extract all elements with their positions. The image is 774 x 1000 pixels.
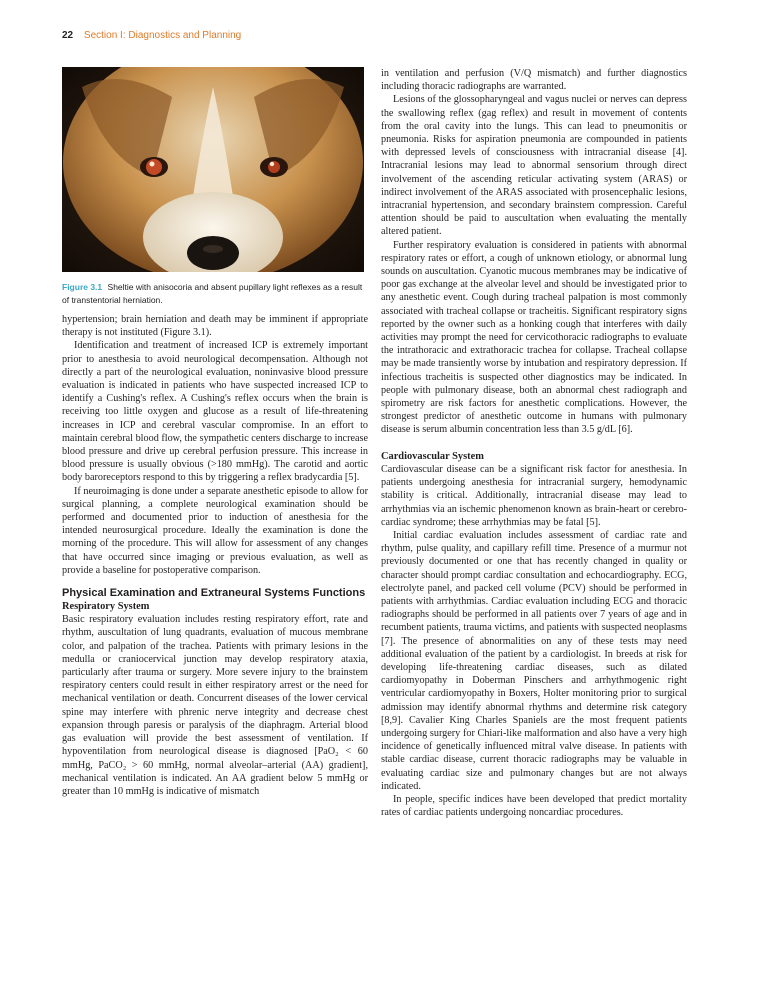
subsection-heading: Cardiovascular System <box>381 450 484 462</box>
paragraph: in ventilation and perfusion (V/Q mismatch) and further diagnostics including thoracic radiographs are warranted. <box>381 68 687 93</box>
paragraph: If neuroimaging is done under a separate anesthetic episode to allow for surgical planning, a complete neurological examination should be performed and documented prior to induction of anesthesia for the intended neurosurgical procedure. Ideally the examination is done the morning of the procedure. This will allow for assessment of any changes that have occurred since imaging or previous evaluation, as well as provide a baseline for postoperative comparison. <box>62 485 368 576</box>
paragraph: Identification and treatment of increased ICP is extremely important prior to anesthesia to avoid neurological decompensation. Although not directly a part of the neurological evaluation, noninvasive blood pressure evaluation is indicated in patients who have suspected increased ICP to identify a Cushing's reflex. A Cushing's reflex occurs when the brain is receiving too little oxygen and glucose as a result of life-threatening increases in ICP and cerebral vascular compromise. In an effort to maintain cerebral blood flow, the sympathetic centers discharge to increase blood pressure and drive up cerebral perfusion pressure. This increase in blood pressure is usually obvious (>180 mmHg). The carotid and aortic body baroreceptors respond to this by triggering a reflex bradycardia [5]. <box>62 340 368 484</box>
paragraph: In people, specific indices have been developed that predict mortality rates of cardiac patients undergoing noncardiac procedures. <box>381 793 687 819</box>
section-title: Section I: Diagnostics and Planning <box>83 30 242 41</box>
left-column <box>62 313 368 798</box>
right-eye <box>260 157 288 177</box>
figure-caption-text: Sheltie with anisocoria and absent pupillary light reflexes as a result of transtentorial herniation. <box>62 282 363 305</box>
paragraph: hypertension; brain herniation and death may be imminent if appropriate therapy is not instituted (Figure 3.1). <box>62 314 368 339</box>
figure-label: Figure 3.1 <box>62 282 103 292</box>
figure-photo-sheltie <box>62 67 364 272</box>
paragraph: Initial cardiac evaluation includes assessment of cardiac rate and rhythm, pulse quality, and capillary refill time. Presence of a murmur not previously documented or one that has recently changed in quality or character should prompt cardiac consultation and echocardiography. ECG, electrolyte panel, and packed cell volume (PCV) should be performed in patients with arrhythmias. Cardiac evaluation including ECG and thoracic radiographs should be performed in all patients over 7 years of age and in recumbent patients, trauma victims, and patients with suspected neoplasms [7]. The presence of abnormalities on any of these tests may need additional evaluation of the patient by a cardiologist. In breeds at risk for developing life-threatening cardiac diseases, such as dilated cardiomyopathy in Doberman Pinschers and arrhythmogenic right ventricular cardiomyopathy in Boxers, Holter monitoring prior to surgical admission may identify abnormal rhythms and determine risk category [8,9]. Cavalier King Charles Spaniels are the most frequent patients undergoing surgery for Chiari-like malformation and also have a very high incidence of genetically influenced mitral valve disease. In patients with stable cardiac disease, current thoracic radiographs may be valuable in evaluating cardiac size and pulmonary changes but are not always indicated. <box>381 529 687 792</box>
subsection-heading: Respiratory System <box>62 601 150 613</box>
figure-caption <box>62 281 367 306</box>
paragraph: Further respiratory evaluation is considered in patients with abnormal respiratory rates or effort, a cough of unknown etiology, or abnormal lung sounds on auscultation. Cyanotic mucous membranes may be indicative of poor gas exchange at the alveolar level and should be investigated prior to any anesthetic event. Cough during tracheal palpation is most commonly associated with tracheal collapse or tracheitis. Significant respiratory signs reported by the owner such as a honking cough that interferes with daily activities may prompt the need for cervicothoracic radiographs to evaluate the intrathoracic and extrathoracic trachea for collapse. Tracheal collapse may be made transiently worse by intubation and respiratory depression. If infectious tracheitis is suspected other diagnostics may be indicated. In people with pulmonary disease, both an abnormal chest radiograph and spirometry are risk factors for anesthetic complications. However, the strongest predictor of anesthetic outcome in humans with pulmonary disease is serum albumin concentration less than 3.5 g/dL [6]. <box>381 239 687 436</box>
page-number: 22 <box>62 30 74 41</box>
paragraph: Basic respiratory evaluation includes resting respiratory effort, rate and rhythm, auscultation of lung quadrants, evaluation of mucous membrane color, and palpation of the trachea. Patients with primary lesions in the medulla or craniocervical junction may develop respiratory ataxia, particularly after trauma or surgery. More severe injury to the brainstem respiratory centers could result in either respiratory arrest or the need for mechanical ventilation or death. Concurrent diseases of the lower cervical spine may interfere with phrenic nerve integrity and decrease chest expansion through paresis or paralysis of the diaphragm. Arterial blood gas evaluation will provide the best assessment of ventilation. If hypoventilation from neurological disease is diagnosed [PaO₂ < 60 mmHg, PaCO₂ > 60 mmHg, normal alveolar–arterial (AA) gradient], mechanical ventilation is indicated. An AA gradient below 5 mmHg or greater than 10 mmHg is indicative of mismatch <box>62 614 368 797</box>
left-eye <box>140 157 168 177</box>
section-heading: Physical Examination and Extraneural Systems Functions <box>62 587 366 600</box>
running-header <box>62 30 241 41</box>
paragraph: Lesions of the glossopharyngeal and vagus nuclei or nerves can depress the swallowing reflex (gag reflex) and result in movement of contents from the oral cavity into the lungs. This can lead to pneumonitis or pneumonia. Risks for aspiration pneumonia are compounded in patients with depressed levels of consciousness with intracranial disease [4]. Intracranial lesions may lead to abnormal sensorium through direct involvement of the ascending reticular activating system (ARAS) or indirect involvement of the ARAS associated with prosencephalic lesions, intracranial hypertension, and secondary brainstem compression. Careful attention should be paid to auscultation when evaluating the mentally altered patient. <box>381 94 687 238</box>
right-column <box>381 67 687 819</box>
paragraph: Cardiovascular disease can be a significant risk factor for anesthesia. In patients undergoing anesthesia for intracranial surgery, hemodynamic stability is critical. Additionally, intracranial disease may lead to arrhythmias via an ischemic phenomenon known as brain-heart or cerebro-cardiac syndrome; these arrhythmias may be fatal [5]. <box>381 463 687 528</box>
